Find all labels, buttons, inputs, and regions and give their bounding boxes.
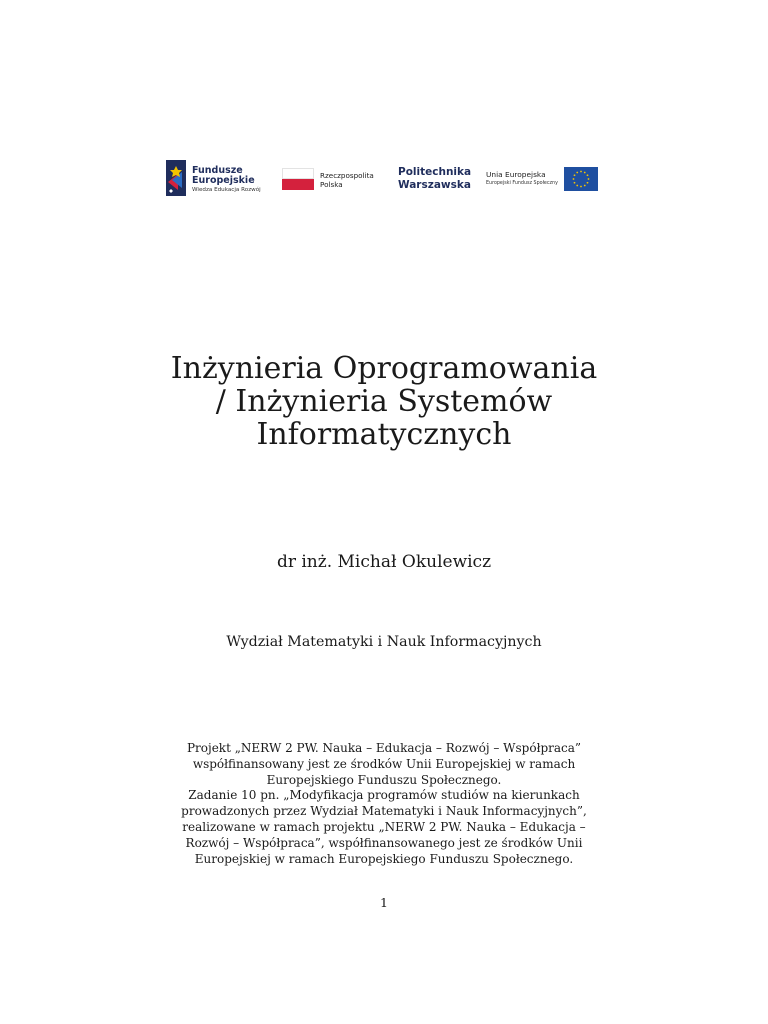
project-note-line: Europejskiej w ramach Europejskiego Funduszu Społecznego.: [194, 851, 574, 866]
politechnika-logo-line2: Warszawska: [398, 179, 471, 191]
unia-europejska-logo: [486, 158, 604, 200]
eu-star-icon: [584, 185, 586, 187]
title-line: Inżynieria Oprogramowania: [170, 351, 598, 386]
page-number: 1: [380, 895, 388, 910]
eu-star-icon: [574, 182, 576, 184]
unia-logo-line2: Europejski Fundusz Społeczny: [486, 181, 558, 186]
fundusze-logo-line2: Europejskie: [192, 175, 255, 186]
eu-star-icon: [580, 171, 582, 173]
eu-star-icon: [587, 182, 589, 184]
eu-star-icon: [576, 185, 578, 187]
document-title: [84, 352, 684, 451]
rzeczpospolita-polska-logo: [280, 158, 388, 200]
fundusze-europejskie-logo-icon: [166, 160, 186, 196]
eu-star-icon: [573, 178, 575, 180]
politechnika-warszawska-logo: [398, 158, 478, 200]
unia-logo-line1: Unia Europejska: [486, 170, 546, 179]
rzeczpospolita-logo-line1: Rzeczpospolita: [320, 171, 374, 180]
politechnika-logo-line1: Politechnika: [398, 166, 472, 178]
title-line: Informatycznych: [256, 417, 512, 452]
faculty-name: Wydział Matematyki i Nauk Informacyjnych: [226, 634, 542, 650]
fundusze-logo-subtitle: Wiedza Edukacja Rozwój: [192, 187, 261, 193]
project-note-line: Zadanie 10 pn. „Modyfikacja programów studiów na kierunkach: [188, 788, 580, 803]
rzeczpospolita-logo-line2: Polska: [320, 180, 343, 189]
project-note-line: realizowane w ramach projektu „NERW 2 PW. Nauka – Edukacja –: [182, 819, 586, 834]
fundusze-logo-line1: Fundusze: [192, 165, 243, 176]
logo-strip: [164, 158, 604, 200]
fundusze-europejskie-logo: [164, 158, 272, 200]
project-note-line: Projekt „NERW 2 PW. Nauka – Edukacja – Rozwój – Współpraca”: [186, 741, 582, 755]
eu-star-icon: [587, 174, 589, 176]
eu-star-icon: [580, 186, 582, 188]
project-note-line: współfinansowany jest ze środków Unii Europejskiej w ramach: [192, 756, 576, 771]
project-note-line: Europejskiego Funduszu Społecznego.: [266, 772, 502, 787]
eu-star-icon: [576, 172, 578, 174]
eu-star-icon: [574, 174, 576, 176]
eu-star-icon: [588, 178, 590, 180]
project-note-line: Rozwój – Współpraca”, współfinansowanego jest ze środków Unii: [185, 835, 583, 850]
title-line: / Inżynieria Systemów: [215, 384, 553, 419]
eu-flag-icon: [564, 167, 598, 191]
eu-star-icon: [584, 172, 586, 174]
polish-flag-icon: [282, 168, 314, 190]
project-note-line: prowadzonych przez Wydział Matematyki i Nauk Informacyjnych”,: [181, 804, 587, 819]
project-funding-note: [124, 741, 644, 867]
author-name: dr inż. Michał Okulewicz: [276, 552, 492, 572]
